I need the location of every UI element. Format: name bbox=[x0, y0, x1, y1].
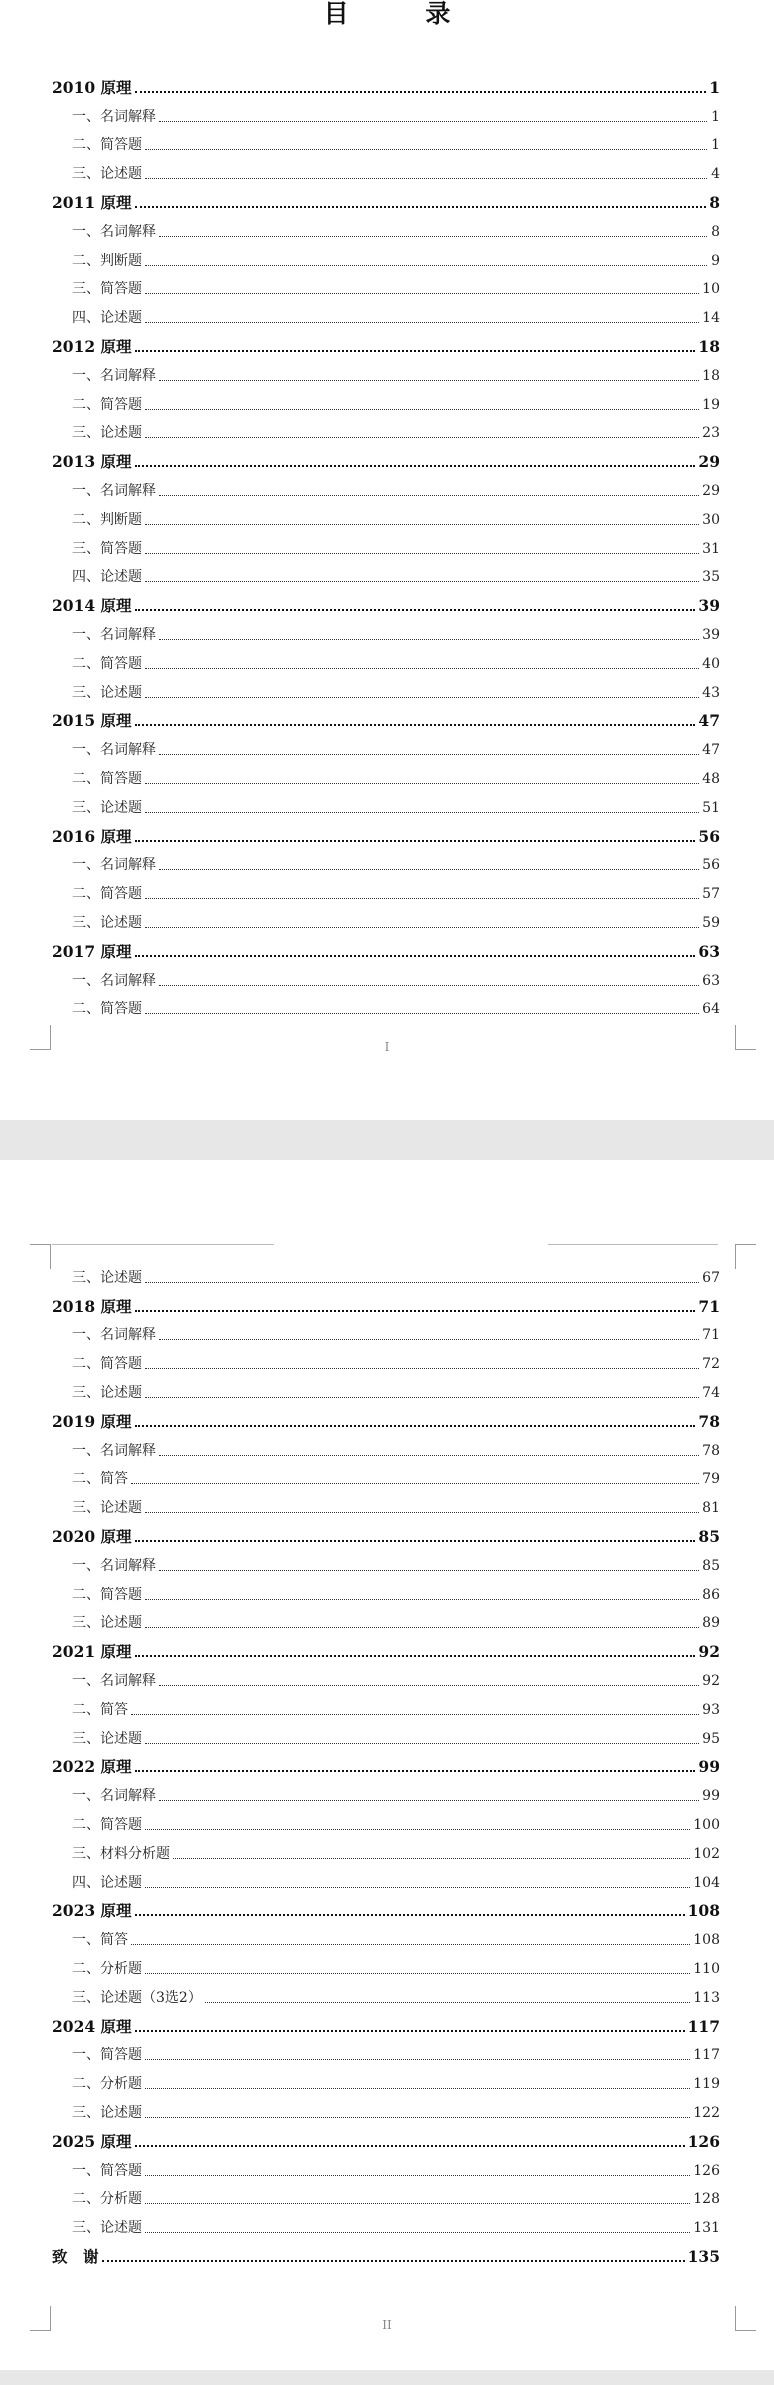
dot-leader bbox=[145, 1599, 699, 1600]
toc-entry-page: 18 bbox=[702, 367, 720, 384]
toc-subsection-entry[interactable] bbox=[52, 730, 720, 759]
toc-entry-page: 108 bbox=[687, 1901, 720, 1921]
toc-subsection-entry[interactable] bbox=[52, 1316, 720, 1345]
toc-entry-page: 59 bbox=[702, 914, 720, 931]
dot-leader bbox=[145, 524, 699, 525]
dot-leader bbox=[135, 206, 707, 208]
toc-subsection-entry[interactable] bbox=[52, 961, 720, 990]
toc-entry-title: 二、简答题 bbox=[72, 1816, 142, 1833]
toc-entry-page: 81 bbox=[702, 1500, 720, 1517]
toc-entry-page: 85 bbox=[702, 1557, 720, 1574]
toc-entry-title: 2018 原理 bbox=[52, 1296, 132, 1316]
toc-section-entry[interactable] bbox=[52, 1287, 720, 1316]
toc-entry-page: 128 bbox=[693, 2191, 720, 2208]
dot-leader bbox=[159, 380, 699, 381]
toc-entry-page: 135 bbox=[687, 2246, 720, 2266]
toc-entry-title: 一、名词解释 bbox=[72, 1672, 156, 1689]
toc-entry-title: 三、简答题 bbox=[72, 540, 142, 557]
toc-entry-title: 2015 原理 bbox=[52, 711, 132, 731]
page-separator bbox=[0, 2370, 774, 2385]
toc-entry-title: 二、判断题 bbox=[72, 511, 142, 528]
page-number: I bbox=[384, 1040, 390, 1054]
dot-leader bbox=[135, 91, 707, 93]
toc-page-2 bbox=[0, 1160, 774, 2370]
toc-section-entry[interactable] bbox=[52, 68, 720, 97]
toc-entry-title: 三、论述题 bbox=[72, 2104, 142, 2121]
dot-leader bbox=[135, 1655, 696, 1657]
dot-leader bbox=[145, 149, 707, 150]
toc-entry-title: 三、论述题 bbox=[72, 1269, 142, 1286]
toc-subsection-entry[interactable] bbox=[52, 788, 720, 817]
toc-entry-title: 三、材料分析题 bbox=[72, 1845, 170, 1862]
toc-subsection-entry[interactable] bbox=[52, 1431, 720, 1460]
dot-leader bbox=[159, 985, 699, 986]
dot-leader bbox=[145, 1013, 699, 1014]
dot-leader bbox=[145, 668, 699, 669]
dot-leader bbox=[205, 2002, 690, 2003]
toc-entry-page: 14 bbox=[702, 310, 720, 327]
dot-leader bbox=[145, 1282, 699, 1283]
toc-entry-title: 一、名词解释 bbox=[72, 1788, 156, 1805]
toc-entry-title: 二、简答题 bbox=[72, 886, 142, 903]
toc-subsection-entry[interactable] bbox=[52, 644, 720, 673]
toc-entry-title: 三、论述题 bbox=[72, 799, 142, 816]
toc-subsection-entry[interactable] bbox=[52, 1488, 720, 1517]
dot-leader bbox=[159, 121, 707, 122]
toc-subsection-entry[interactable] bbox=[52, 1776, 720, 1805]
toc-subsection-entry[interactable] bbox=[52, 1258, 720, 1287]
toc-entry-title: 2011 原理 bbox=[52, 192, 132, 212]
toc-section-entry[interactable] bbox=[52, 702, 720, 731]
toc-entry-page: 47 bbox=[702, 742, 720, 759]
dot-leader bbox=[145, 1397, 699, 1398]
toc-entry-page: 64 bbox=[702, 1001, 720, 1018]
dot-leader bbox=[135, 840, 696, 842]
toc-entry-page: 8 bbox=[709, 192, 720, 212]
toc-entry-page: 71 bbox=[702, 1327, 720, 1344]
toc-subsection-entry[interactable] bbox=[52, 1978, 720, 2007]
toc-entry-page: 78 bbox=[698, 1411, 720, 1431]
toc-entry-title: 一、名词解释 bbox=[72, 972, 156, 989]
toc-entry-page: 31 bbox=[702, 540, 720, 557]
toc-entry-page: 39 bbox=[698, 596, 720, 616]
dot-leader bbox=[145, 1368, 699, 1369]
toc-entry-title: 2017 原理 bbox=[52, 941, 132, 961]
toc-subsection-entry[interactable] bbox=[52, 1805, 720, 1834]
toc-entry-title: 2025 原理 bbox=[52, 2131, 132, 2151]
dot-leader bbox=[145, 1743, 699, 1744]
toc-entry-page: 71 bbox=[698, 1296, 720, 1316]
toc-entry-title: 二、简答题 bbox=[72, 137, 142, 154]
toc-entry-page: 85 bbox=[698, 1526, 720, 1546]
toc-subsection-entry[interactable] bbox=[52, 903, 720, 932]
dot-leader bbox=[159, 1685, 699, 1686]
toc-section-entry[interactable] bbox=[52, 2237, 720, 2266]
toc-subsection-entry[interactable] bbox=[52, 1920, 720, 1949]
toc-list-page-2 bbox=[52, 1258, 720, 2266]
toc-entry-title: 二、分析题 bbox=[72, 2191, 142, 2208]
toc-subsection-entry[interactable] bbox=[52, 2064, 720, 2093]
toc-subsection-entry[interactable] bbox=[52, 414, 720, 443]
toc-entry-title: 二、判断题 bbox=[72, 252, 142, 269]
dot-leader bbox=[135, 350, 696, 352]
dot-leader bbox=[145, 437, 699, 438]
toc-entry-page: 56 bbox=[702, 857, 720, 874]
dot-leader bbox=[145, 1627, 699, 1628]
dot-leader bbox=[135, 1914, 685, 1916]
toc-section-entry[interactable] bbox=[52, 1402, 720, 1431]
dot-leader bbox=[159, 754, 699, 755]
toc-entry-title: 二、简答题 bbox=[72, 655, 142, 672]
toc-entry-title: 二、分析题 bbox=[72, 1960, 142, 1977]
toc-entry-title: 三、论述题 bbox=[72, 2220, 142, 2237]
toc-entry-page: 57 bbox=[702, 886, 720, 903]
toc-entry-title: 四、论述题 bbox=[72, 310, 142, 327]
page-separator bbox=[0, 1120, 774, 1160]
toc-entry-page: 1 bbox=[711, 108, 720, 125]
dot-leader bbox=[145, 927, 699, 928]
toc-entry-page: 100 bbox=[693, 1816, 720, 1833]
toc-entry-page: 47 bbox=[698, 711, 720, 731]
toc-entry-page: 126 bbox=[687, 2131, 720, 2151]
toc-section-entry[interactable] bbox=[52, 2007, 720, 2036]
dot-leader bbox=[159, 869, 699, 870]
toc-entry-page: 119 bbox=[693, 2076, 720, 2093]
toc-entry-page: 117 bbox=[687, 2016, 720, 2036]
toc-entry-title: 2024 原理 bbox=[52, 2016, 132, 2036]
toc-entry-page: 67 bbox=[702, 1269, 720, 1286]
toc-entry-title: 2023 原理 bbox=[52, 1901, 132, 1921]
toc-subsection-entry[interactable] bbox=[52, 241, 720, 270]
dot-leader bbox=[145, 178, 707, 179]
dot-leader bbox=[145, 2232, 690, 2233]
toc-entry-title: 一、名词解释 bbox=[72, 1442, 156, 1459]
toc-subsection-entry[interactable] bbox=[52, 385, 720, 414]
dot-leader bbox=[145, 898, 699, 899]
toc-section-entry[interactable] bbox=[52, 586, 720, 615]
toc-entry-title: 2020 原理 bbox=[52, 1526, 132, 1546]
toc-entry-page: 23 bbox=[702, 425, 720, 442]
toc-subsection-entry[interactable] bbox=[52, 1834, 720, 1863]
toc-entry-title: 一、名词解释 bbox=[72, 1327, 156, 1344]
dot-leader bbox=[145, 2203, 690, 2204]
toc-entry-title: 一、名词解释 bbox=[72, 742, 156, 759]
dot-leader bbox=[145, 1887, 690, 1888]
dot-leader bbox=[145, 265, 707, 266]
toc-subsection-entry[interactable] bbox=[52, 1344, 720, 1373]
toc-entry-title: 一、名词解释 bbox=[72, 482, 156, 499]
toc-entry-page: 131 bbox=[693, 2220, 720, 2237]
toc-entry-page: 110 bbox=[693, 1960, 720, 1977]
toc-entry-title: 三、论述题 bbox=[72, 684, 142, 701]
dot-leader bbox=[135, 1540, 696, 1542]
toc-entry-title: 三、简答题 bbox=[72, 281, 142, 298]
dot-leader bbox=[145, 553, 699, 554]
toc-subsection-entry[interactable] bbox=[52, 212, 720, 241]
dot-leader bbox=[145, 322, 699, 323]
toc-entry-page: 9 bbox=[711, 252, 720, 269]
toc-entry-title: 一、简答题 bbox=[72, 2162, 142, 2179]
toc-entry-page: 1 bbox=[709, 77, 720, 97]
dot-leader bbox=[131, 1714, 699, 1715]
dot-leader bbox=[159, 236, 707, 237]
dot-leader bbox=[131, 1483, 699, 1484]
toc-entry-page: 29 bbox=[698, 452, 720, 472]
toc-entry-title: 2021 原理 bbox=[52, 1642, 132, 1662]
toc-entry-page: 63 bbox=[698, 941, 720, 961]
toc-entry-page: 102 bbox=[693, 1845, 720, 1862]
toc-entry-title: 一、简答题 bbox=[72, 2047, 142, 2064]
toc-entry-title: 一、名词解释 bbox=[72, 367, 156, 384]
toc-subsection-entry[interactable] bbox=[52, 1719, 720, 1748]
toc-entry-page: 43 bbox=[702, 684, 720, 701]
toc-subsection-entry[interactable] bbox=[52, 2151, 720, 2180]
toc-entry-page: 104 bbox=[693, 1874, 720, 1891]
toc-list-page-1 bbox=[52, 68, 720, 1018]
dot-leader bbox=[145, 581, 699, 582]
toc-section-entry[interactable] bbox=[52, 1748, 720, 1777]
toc-entry-title: 三、论述题 bbox=[72, 914, 142, 931]
toc-entry-page: 1 bbox=[711, 137, 720, 154]
toc-entry-page: 72 bbox=[702, 1356, 720, 1373]
toc-subsection-entry[interactable] bbox=[52, 1661, 720, 1690]
toc-entry-page: 30 bbox=[702, 511, 720, 528]
toc-entry-title: 2010 原理 bbox=[52, 77, 132, 97]
toc-entry-title: 三、论述题 bbox=[72, 1384, 142, 1401]
toc-entry-page: 48 bbox=[702, 770, 720, 787]
toc-entry-title: 一、名词解释 bbox=[72, 626, 156, 643]
toc-section-entry[interactable] bbox=[52, 327, 720, 356]
toc-entry-page: 4 bbox=[711, 166, 720, 183]
toc-page-1 bbox=[0, 0, 774, 1120]
dot-leader bbox=[145, 2175, 690, 2176]
toc-entry-page: 113 bbox=[693, 1989, 720, 2006]
toc-subsection-entry[interactable] bbox=[52, 2180, 720, 2209]
toc-entry-page: 99 bbox=[698, 1757, 720, 1777]
toc-entry-title: 三、论述题 bbox=[72, 1615, 142, 1632]
toc-subsection-entry[interactable] bbox=[52, 874, 720, 903]
toc-entry-title: 一、名词解释 bbox=[72, 108, 156, 125]
toc-entry-title: 四、论述题 bbox=[72, 569, 142, 586]
dot-leader bbox=[135, 955, 696, 957]
toc-entry-title: 三、论述题 bbox=[72, 1730, 142, 1747]
dot-leader bbox=[102, 2260, 685, 2262]
toc-entry-title: 一、简答 bbox=[72, 1932, 128, 1949]
toc-subsection-entry[interactable] bbox=[52, 1373, 720, 1402]
toc-subsection-entry[interactable] bbox=[52, 1460, 720, 1489]
toc-section-entry[interactable] bbox=[52, 1632, 720, 1661]
toc-entry-page: 108 bbox=[693, 1932, 720, 1949]
dot-leader bbox=[159, 1800, 699, 1801]
toc-entry-title: 2019 原理 bbox=[52, 1411, 132, 1431]
dot-leader bbox=[145, 697, 699, 698]
toc-entry-page: 126 bbox=[693, 2162, 720, 2179]
toc-entry-page: 18 bbox=[698, 336, 720, 356]
toc-subsection-entry[interactable] bbox=[52, 1546, 720, 1575]
toc-subsection-entry[interactable] bbox=[52, 500, 720, 529]
toc-entry-title: 二、简答题 bbox=[72, 1586, 142, 1603]
toc-entry-page: 39 bbox=[702, 626, 720, 643]
toc-entry-page: 78 bbox=[702, 1442, 720, 1459]
toc-entry-title: 2016 原理 bbox=[52, 826, 132, 846]
dot-leader bbox=[159, 1570, 699, 1571]
dot-leader bbox=[145, 1973, 690, 1974]
toc-subsection-entry[interactable] bbox=[52, 615, 720, 644]
dot-leader bbox=[145, 1829, 690, 1830]
dot-leader bbox=[135, 609, 696, 611]
toc-subsection-entry[interactable] bbox=[52, 2036, 720, 2065]
toc-entry-page: 117 bbox=[693, 2047, 720, 2064]
toc-subsection-entry[interactable] bbox=[52, 126, 720, 155]
toc-section-entry[interactable] bbox=[52, 2122, 720, 2151]
toc-subsection-entry[interactable] bbox=[52, 356, 720, 385]
toc-subsection-entry[interactable] bbox=[52, 1575, 720, 1604]
toc-entry-page: 95 bbox=[702, 1730, 720, 1747]
toc-title: 目 录 bbox=[323, 0, 485, 28]
toc-subsection-entry[interactable] bbox=[52, 846, 720, 875]
toc-entry-title: 三、论述题 bbox=[72, 1500, 142, 1517]
toc-entry-title: 二、简答题 bbox=[72, 1356, 142, 1373]
toc-entry-page: 79 bbox=[702, 1471, 720, 1488]
dot-leader bbox=[135, 465, 696, 467]
toc-entry-page: 86 bbox=[702, 1586, 720, 1603]
dot-leader bbox=[159, 639, 699, 640]
dot-leader bbox=[131, 1944, 690, 1945]
toc-entry-title: 三、论述题（3选2） bbox=[72, 1989, 202, 2006]
toc-entry-page: 122 bbox=[693, 2104, 720, 2121]
toc-entry-page: 8 bbox=[711, 223, 720, 240]
toc-subsection-entry[interactable] bbox=[52, 2208, 720, 2237]
dot-leader bbox=[135, 2145, 685, 2147]
toc-entry-page: 35 bbox=[702, 569, 720, 586]
toc-entry-page: 51 bbox=[702, 799, 720, 816]
toc-entry-title: 三、论述题 bbox=[72, 166, 142, 183]
toc-entry-title: 一、名词解释 bbox=[72, 857, 156, 874]
toc-entry-title: 2022 原理 bbox=[52, 1757, 132, 1777]
dot-leader bbox=[135, 2030, 685, 2032]
dot-leader bbox=[159, 1339, 699, 1340]
toc-entry-title: 二、简答 bbox=[72, 1701, 128, 1718]
dot-leader bbox=[145, 812, 699, 813]
toc-entry-page: 92 bbox=[698, 1642, 720, 1662]
dot-leader bbox=[159, 1455, 699, 1456]
page-corner-mark bbox=[735, 1244, 756, 1269]
header-rule bbox=[548, 1244, 718, 1245]
toc-subsection-entry[interactable] bbox=[52, 990, 720, 1019]
toc-entry-title: 二、简答 bbox=[72, 1471, 128, 1488]
toc-subsection-entry[interactable] bbox=[52, 1863, 720, 1892]
toc-entry-page: 93 bbox=[702, 1701, 720, 1718]
toc-entry-page: 29 bbox=[702, 482, 720, 499]
toc-entry-title: 四、论述题 bbox=[72, 1874, 142, 1891]
dot-leader bbox=[145, 293, 699, 294]
toc-subsection-entry[interactable] bbox=[52, 673, 720, 702]
toc-entry-page: 92 bbox=[702, 1672, 720, 1689]
toc-entry-page: 56 bbox=[698, 826, 720, 846]
toc-section-entry[interactable] bbox=[52, 183, 720, 212]
toc-subsection-entry[interactable] bbox=[52, 1690, 720, 1719]
toc-entry-page: 74 bbox=[702, 1384, 720, 1401]
toc-subsection-entry[interactable] bbox=[52, 298, 720, 327]
dot-leader bbox=[145, 2088, 690, 2089]
dot-leader bbox=[135, 1310, 696, 1312]
toc-entry-page: 99 bbox=[702, 1788, 720, 1805]
toc-entry-title: 二、简答题 bbox=[72, 396, 142, 413]
toc-entry-page: 63 bbox=[702, 972, 720, 989]
dot-leader bbox=[145, 783, 699, 784]
dot-leader bbox=[135, 1770, 696, 1772]
toc-section-entry[interactable] bbox=[52, 1892, 720, 1921]
toc-subsection-entry[interactable] bbox=[52, 154, 720, 183]
dot-leader bbox=[145, 2059, 690, 2060]
page-number: II bbox=[382, 2318, 392, 2332]
toc-subsection-entry[interactable] bbox=[52, 1949, 720, 1978]
dot-leader bbox=[135, 1425, 696, 1427]
dot-leader bbox=[145, 2117, 690, 2118]
toc-entry-title: 致 谢 bbox=[52, 2246, 99, 2266]
dot-leader bbox=[145, 1512, 699, 1513]
toc-entry-title: 一、名词解释 bbox=[72, 223, 156, 240]
toc-entry-title: 二、分析题 bbox=[72, 2076, 142, 2093]
toc-entry-title: 2013 原理 bbox=[52, 452, 132, 472]
toc-entry-page: 10 bbox=[702, 281, 720, 298]
toc-subsection-entry[interactable] bbox=[52, 97, 720, 126]
dot-leader bbox=[173, 1858, 690, 1859]
toc-section-entry[interactable] bbox=[52, 817, 720, 846]
toc-entry-page: 89 bbox=[702, 1615, 720, 1632]
toc-entry-page: 40 bbox=[702, 655, 720, 672]
toc-section-entry[interactable] bbox=[52, 1517, 720, 1546]
toc-subsection-entry[interactable] bbox=[52, 270, 720, 299]
toc-subsection-entry[interactable] bbox=[52, 529, 720, 558]
toc-entry-page: 19 bbox=[702, 396, 720, 413]
toc-subsection-entry[interactable] bbox=[52, 558, 720, 587]
header-rule bbox=[52, 1244, 274, 1245]
toc-entry-title: 二、简答题 bbox=[72, 1001, 142, 1018]
toc-entry-title: 2014 原理 bbox=[52, 596, 132, 616]
toc-entry-title: 2012 原理 bbox=[52, 336, 132, 356]
toc-subsection-entry[interactable] bbox=[52, 1604, 720, 1633]
toc-section-entry[interactable] bbox=[52, 932, 720, 961]
toc-subsection-entry[interactable] bbox=[52, 759, 720, 788]
toc-section-entry[interactable] bbox=[52, 442, 720, 471]
toc-subsection-entry[interactable] bbox=[52, 2093, 720, 2122]
dot-leader bbox=[135, 724, 696, 726]
toc-entry-title: 一、名词解释 bbox=[72, 1557, 156, 1574]
dot-leader bbox=[145, 409, 699, 410]
toc-entry-title: 三、论述题 bbox=[72, 425, 142, 442]
toc-entry-title: 二、简答题 bbox=[72, 770, 142, 787]
page-corner-mark bbox=[30, 1244, 51, 1269]
dot-leader bbox=[159, 495, 699, 496]
toc-subsection-entry[interactable] bbox=[52, 471, 720, 500]
